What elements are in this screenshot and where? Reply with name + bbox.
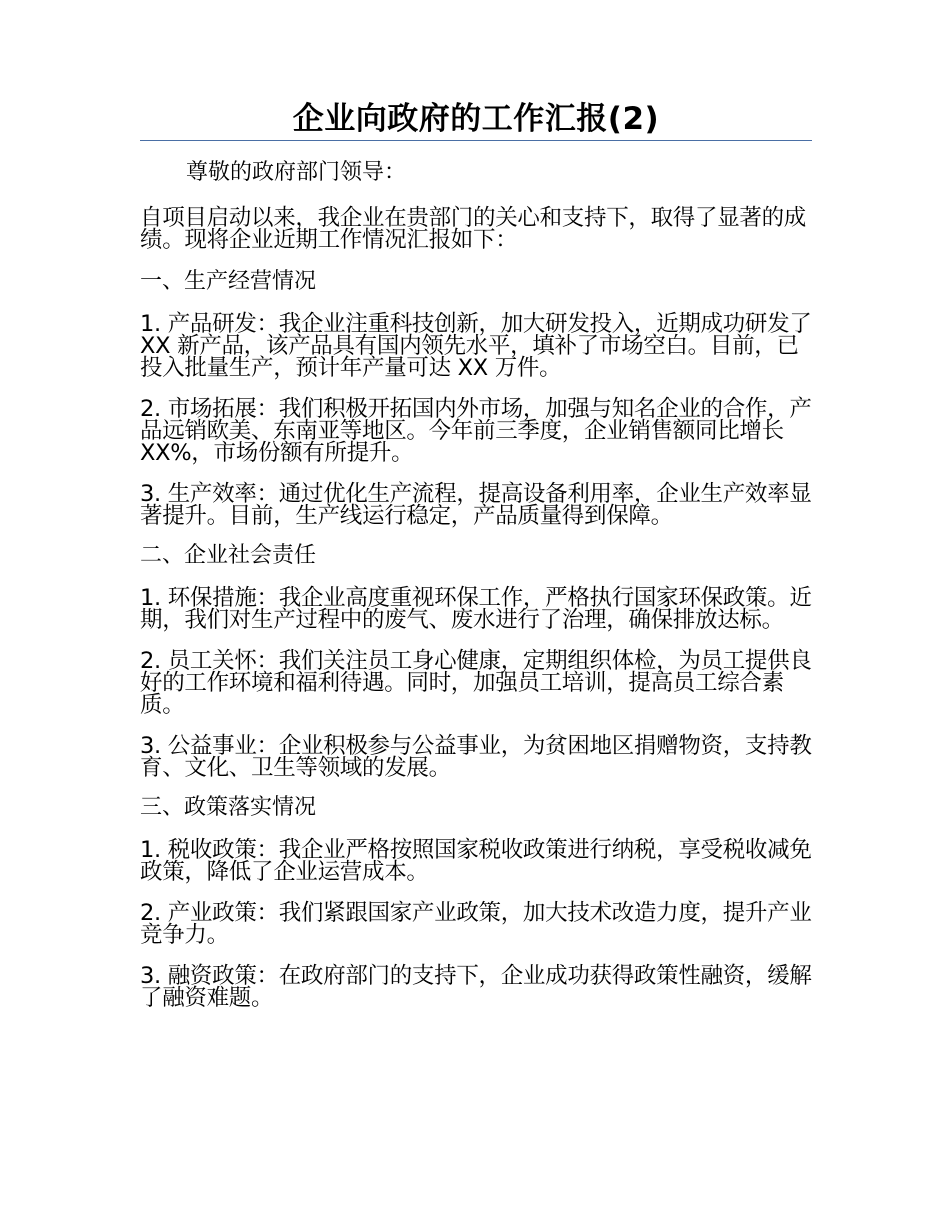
paragraph-product-rd: 1. 产品研发：我企业注重科技创新，加大研发投入，近期成功研发了 XX 新产品，该产品具有国内领先水平，填补了市场空白。目前，已投入批量生产，预计年产量可达 XX 万件。 (140, 311, 812, 381)
document-title: 企业向政府的工作汇报(2) (140, 100, 812, 141)
greeting: 尊敬的政府部门领导： (186, 160, 407, 185)
section-heading-social-responsibility: 二、企业社会责任 (140, 543, 317, 568)
paragraph-employee-care: 2. 员工关怀：我们关注员工身心健康，定期组织体检，为员工提供良好的工作环境和福利待遇。同时，加强员工培训，提高员工综合素质。 (140, 648, 812, 718)
paragraph-financing-policy: 3. 融资政策：在政府部门的支持下，企业成功获得政策性融资，缓解了融资难题。 (140, 963, 812, 1011)
document-page (140, 100, 812, 1009)
paragraph-public-welfare: 3. 公益事业：企业积极参与公益事业，为贫困地区捐赠物资，支持教育、文化、卫生等领域的发展。 (140, 733, 812, 781)
paragraph-production-efficiency: 3. 生产效率：通过优化生产流程，提高设备利用率，企业生产效率显著提升。目前，生产线运行稳定，产品质量得到保障。 (140, 481, 812, 529)
intro-paragraph: 自项目启动以来，我企业在贵部门的关心和支持下，取得了显著的成绩。现将企业近期工作情况汇报如下： (140, 205, 807, 253)
paragraph-tax-policy: 1. 税收政策：我企业严格按照国家税收政策进行纳税，享受税收减免政策，降低了企业运营成本。 (140, 837, 812, 885)
paragraph-market-expansion: 2. 市场拓展：我们积极开拓国内外市场，加强与知名企业的合作，产品远销欧美、东南亚等地区。今年前三季度，企业销售额同比增长 XX%，市场份额有所提升。 (140, 396, 812, 466)
section-heading-policy: 三、政策落实情况 (140, 795, 317, 820)
section-heading-production: 一、生产经营情况 (140, 269, 317, 294)
paragraph-environmental: 1. 环保措施：我企业高度重视环保工作，严格执行国家环保政策。近期，我们对生产过程中的废气、废水进行了治理，确保排放达标。 (140, 585, 812, 633)
paragraph-industrial-policy: 2. 产业政策：我们紧跟国家产业政策，加大技术改造力度，提升产业竞争力。 (140, 900, 812, 948)
